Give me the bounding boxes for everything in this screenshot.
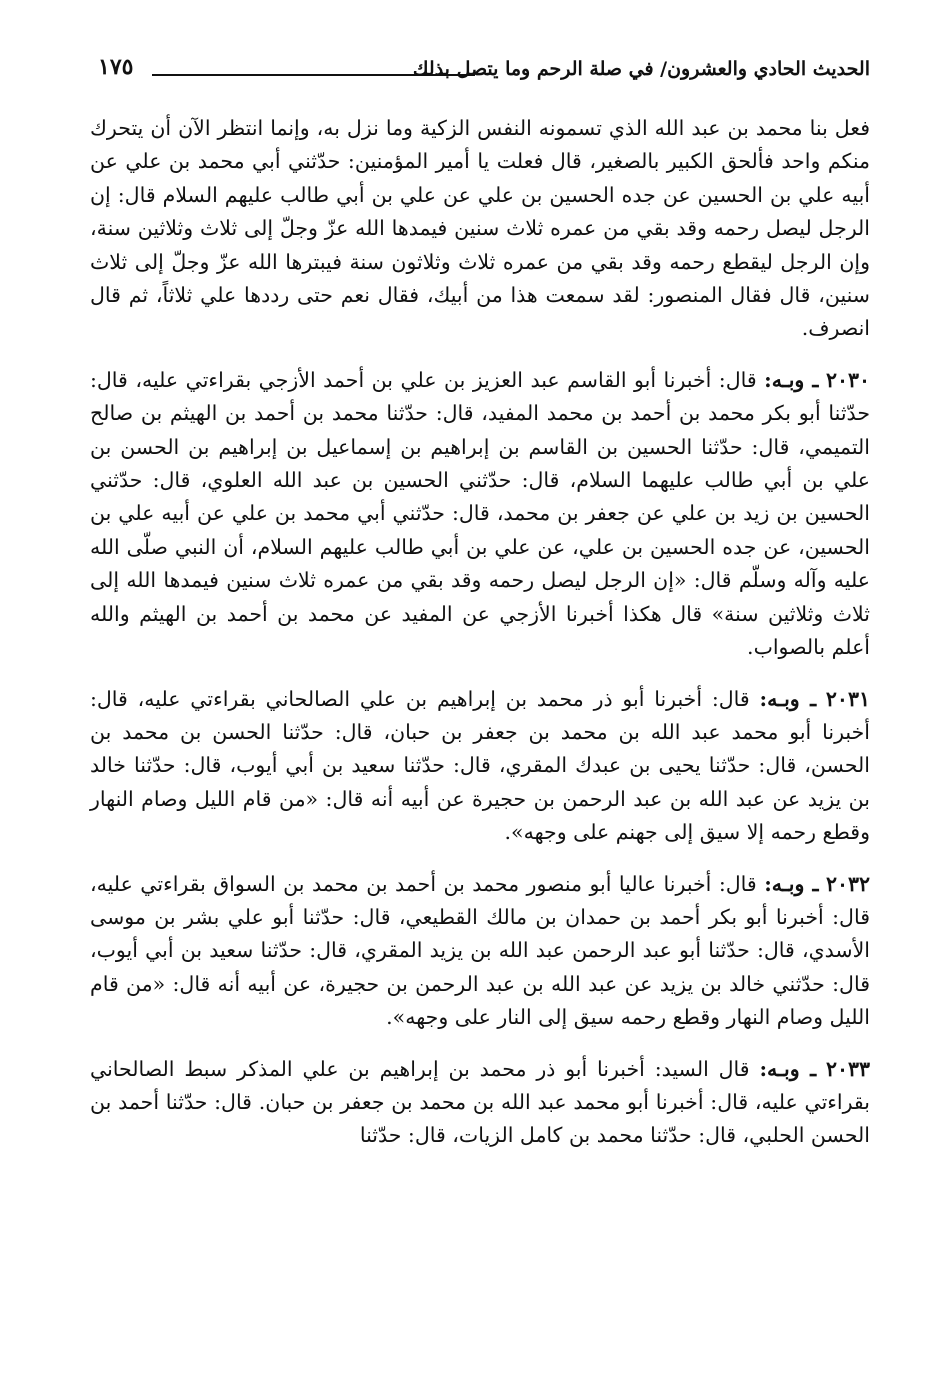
hadith-number: ٢٠٣١ xyxy=(825,686,870,711)
paragraph-continuation xyxy=(90,112,870,346)
hadith-lead: ـ وبـه: xyxy=(764,367,819,392)
hadith-2032 xyxy=(90,868,870,1035)
hadith-lead: ـ وبـه: xyxy=(759,1056,817,1081)
paragraph-text: قال السيد: أخبرنا أبو ذر محمد بن إبراهيم بن علي المذكر سبط الصالحاني بقراءتي عليه، قال: أخبرنا أبو محمد عبد الله بن محمد بن جعفر بن حبان. قال: حدّثنا أحمد بن الحسن الحلبي، قال: حدّثنا محمد بن كامل الزيات، قال: حدّثنا xyxy=(90,1056,870,1148)
hadith-number: ٢٠٣٠ xyxy=(825,367,870,392)
paragraph-text: فعل بنا محمد بن عبد الله الذي تسمونه النفس الزكية وما نزل به، وإنما انتظر الآن أن يتحرك منكم واحد فألحق الكبير بالصغير، قال فعلت يا أمير المؤمنين: حدّثني أبي محمد بن علي عن أبيه علي بن الحسين عن جده الحسين بن علي عن علي بن أبي طالب عليهم السلام قال: إن الرجل ليصل رحمه وقد بقي من عمره ثلاث سنين فيمدها الله عزّ وجلّ إلى ثلاث وثلاثين سنة، وإن الرجل ليقطع رحمه وقد بقي من عمره ثلاث وثلاثون سنة فيبترها الله عزّ وجلّ إلى ثلاث سنين، قال فقال المنصور: لقد سمعت هذا من أبيك، فقال نعم حتى رددها علي ثلاثاً، ثم قال انصرف. xyxy=(90,116,870,341)
paragraph-text: قال: أخبرنا عاليا أبو منصور محمد بن أحمد بن محمد بن السواق بقراءتي عليه، قال: أخبرنا أبو بكر أحمد بن حمدان بن مالك القطيعي، قال: حدّثنا أبو علي بشر بن موسى الأسدي، قال: حدّثنا أبو عبد الرحمن عبد الله بن يزيد المقري، قال: حدّثنا سعيد بن أبي أيوب، قال: حدّثني خالد بن يزيد عن عبد الله بن عبد الرحمن بن حجيرة، عن أبيه أنه قال: «من قام الليل وصام النهار وقطع رحمه سيق إلى النار على وجهه». xyxy=(90,871,870,1030)
hadith-2031 xyxy=(90,683,870,850)
paragraph-text: قال: أخبرنا أبو القاسم عبد العزيز بن علي بن أحمد الأزجي بقراءتي عليه، قال: حدّثنا أبو بكر محمد بن أحمد بن محمد المفيد، قال: حدّثنا محمد بن أحمد بن الهيثم بن صالح التميمي، قال: حدّثنا الحسين بن القاسم بن إبراهيم بن إسماعيل بن إبراهيم بن الحسن بن علي بن أبي طالب عليهما السلام، قال: حدّثني الحسين بن عبد الله العلوي، قال: حدّثني الحسين بن زيد بن علي عن جعفر بن محمد، قال: حدّثني أبي محمد بن علي عن أبيه علي بن الحسين، عن جده الحسين بن علي، عن علي بن أبي طالب عليهم السلام، أن النبي صلّى الله عليه وآله وسلّم قال: «إن الرجل ليصل رحمه وقد بقي من عمره ثلاث سنين فيمدها الله إلى ثلاث وثلاثين سنة» قال هكذا أخبرنا الأزجي عن المفيد عن محمد بن أحمد بن الهيثم والله أعلم بالصواب. xyxy=(90,367,870,660)
header-rule xyxy=(152,74,475,76)
hadith-lead: ـ وبـه: xyxy=(759,686,817,711)
header-title: الحديث الحادي والعشرون/ في صلة الرحم وما يتصل بذلك xyxy=(412,58,870,80)
hadith-lead: ـ وبـه: xyxy=(764,871,819,896)
book-page xyxy=(90,52,870,1171)
hadith-number: ٢٠٣٢ xyxy=(825,871,870,896)
running-header xyxy=(90,52,870,88)
paragraph-text: قال: أخبرنا أبو ذر محمد بن إبراهيم بن علي الصالحاني بقراءتي عليه، قال: أخبرنا أبو محمد عبد الله بن محمد بن جعفر بن حبان، قال: حدّثنا الحسن بن محمد بن الحسن، قال: حدّثنا يحيى بن عبدك المقري، قال: حدّثنا سعيد بن أبي أيوب، قال: حدّثنا خالد بن يزيد عن عبد الله بن عبد الرحمن بن حجيرة عن أبيه أنه قال: «من قام الليل وصام النهار وقطع رحمه إلا سيق إلى جهنم على وجهه». xyxy=(90,686,870,845)
page-number: ١٧٥ xyxy=(98,54,134,80)
hadith-2033 xyxy=(90,1053,870,1153)
page-body xyxy=(90,112,870,1153)
hadith-number: ٢٠٣٣ xyxy=(825,1056,870,1081)
hadith-2030 xyxy=(90,364,870,665)
